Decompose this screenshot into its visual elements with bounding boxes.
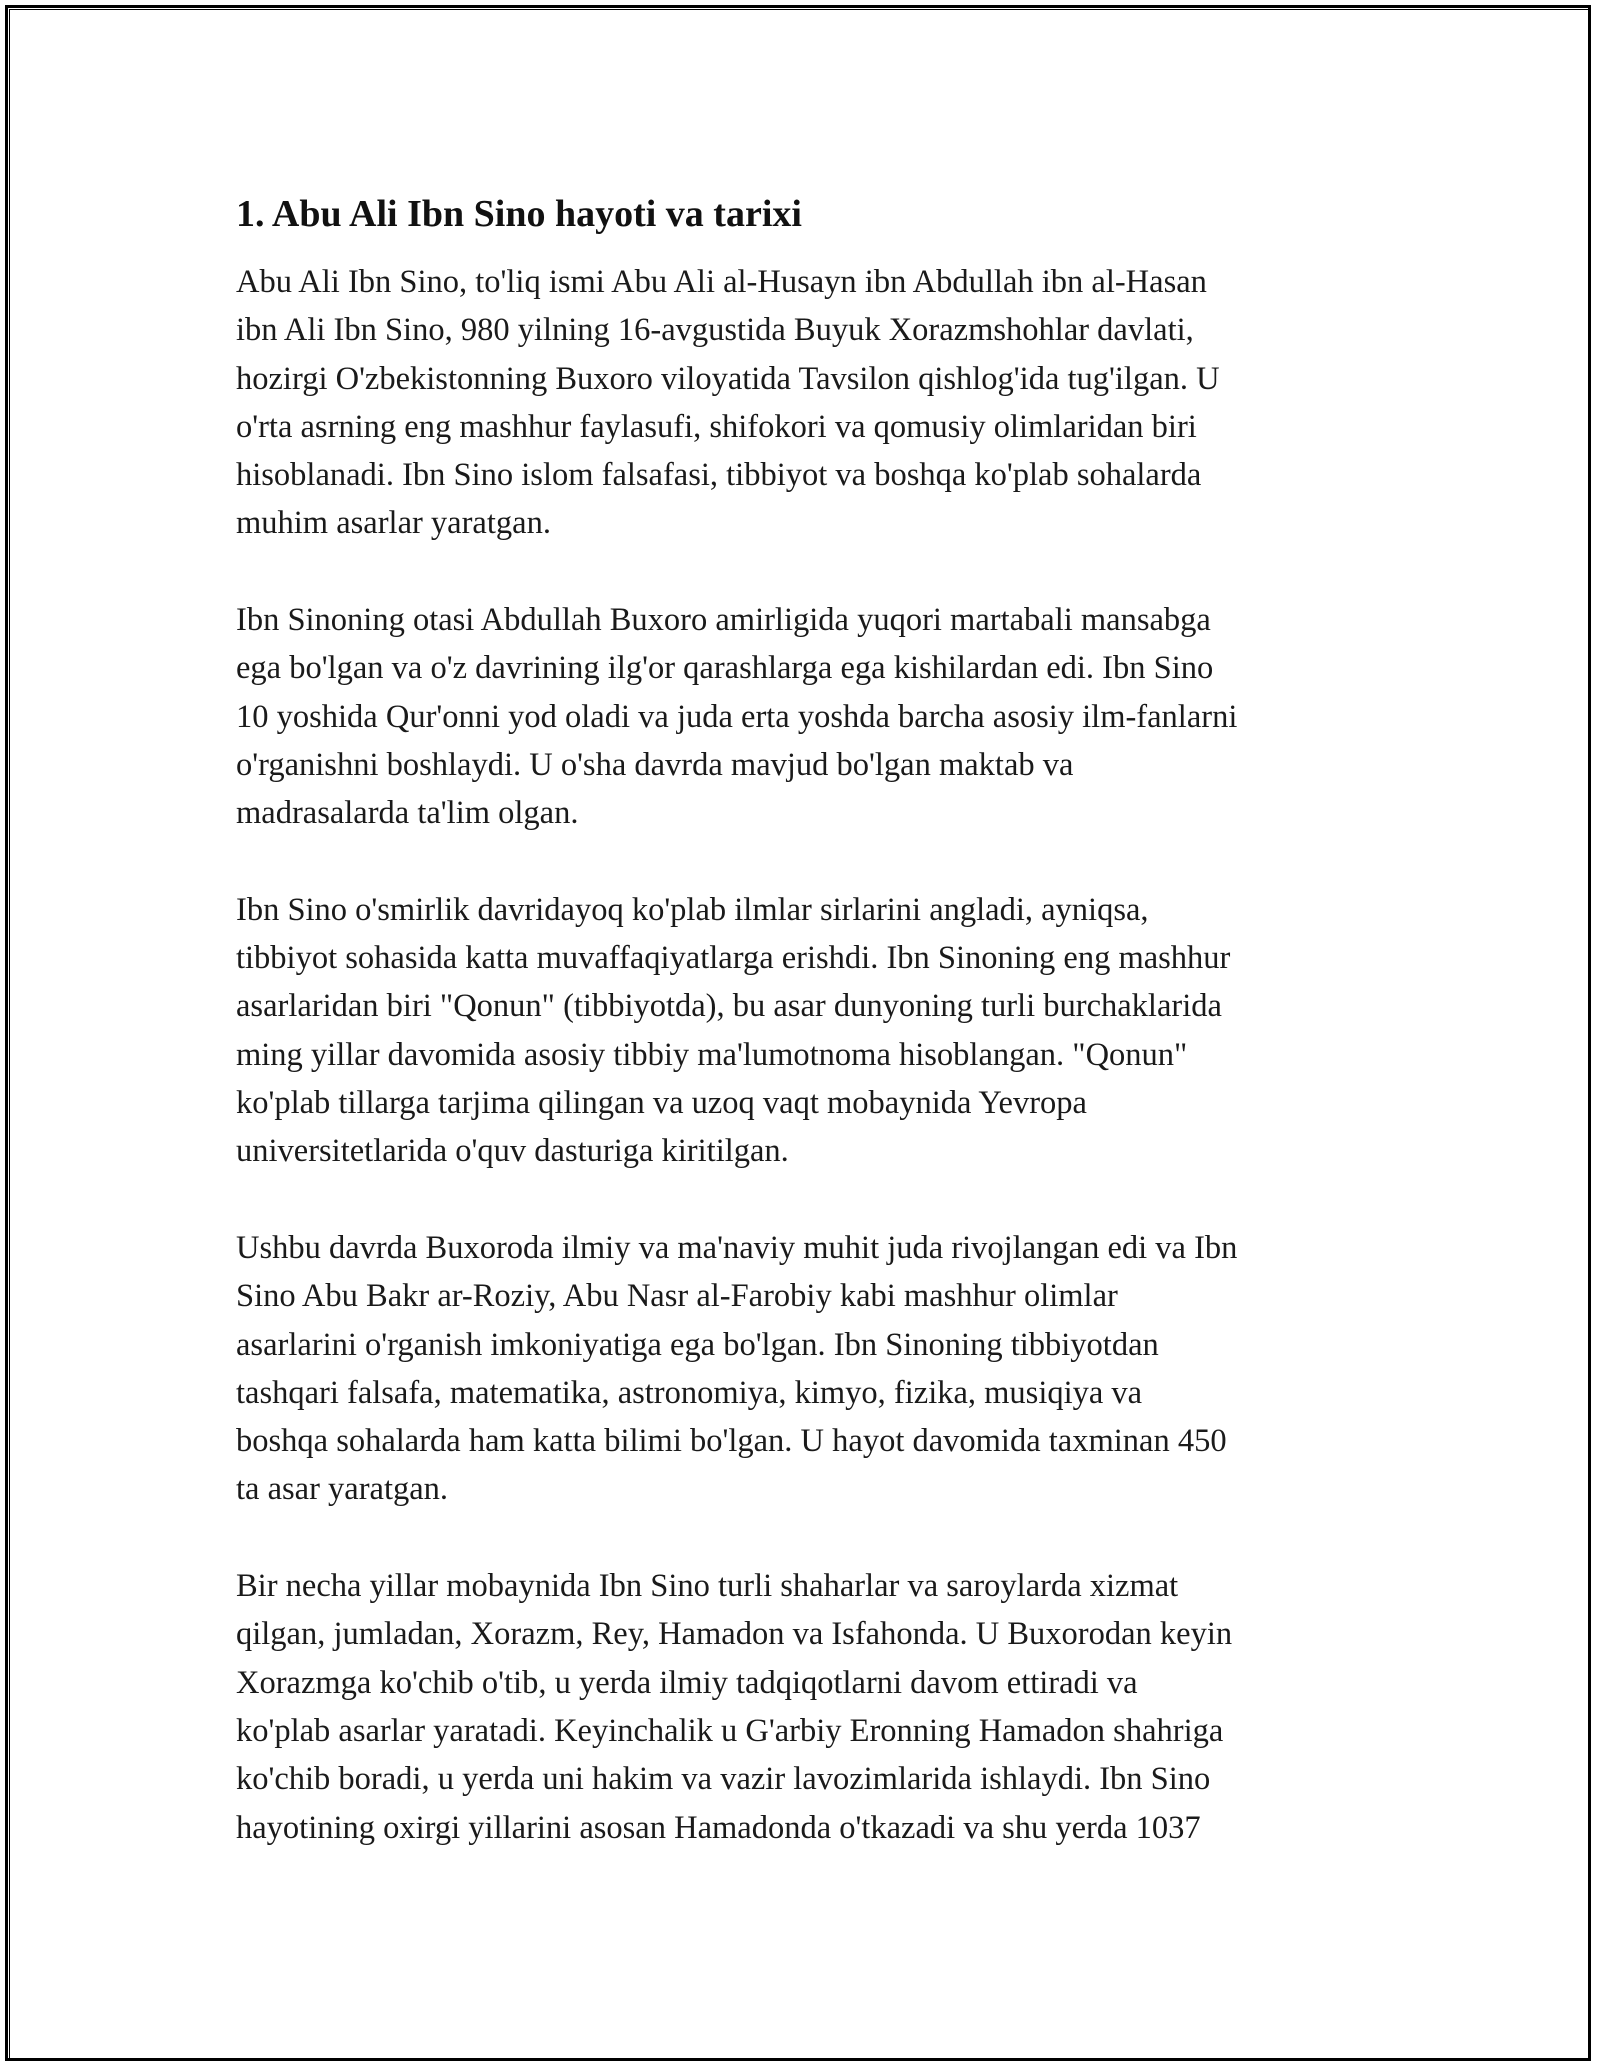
paragraph-line: asarlarini o'rganish imkoniyatiga ega bo'lgan. Ibn Sinoning tibbiyotdan [236,1326,1159,1363]
paragraph-line: ko'plab asarlar yaratadi. Keyinchalik u G'arbiy Eronning Hamadon shahriga [236,1712,1224,1749]
paragraph [236,1224,1376,1514]
paragraph-line: asarlaridan biri "Qonun" (tibbiyotda), bu asar dunyoning turli burchaklarida [236,988,1222,1025]
paragraph [236,258,1376,548]
paragraph-line: Bir necha yillar mobaynida Ibn Sino turli shaharlar va saroylarda xizmat [236,1568,1179,1605]
paragraph-line: hayotining oxirgi yillarini asosan Hamadonda o'tkazadi va shu yerda 1037 [236,1809,1201,1846]
paragraph-line: madrasalarda ta'lim olgan. [236,795,579,832]
document-body [236,190,1376,1900]
section-heading: 1. Abu Ali Ibn Sino hayoti va tarixi [236,193,802,235]
paragraph-line: Ushbu davrda Buxoroda ilmiy va ma'naviy muhit juda rivojlangan edi va Ibn [236,1229,1238,1266]
paragraph-line: ming yillar davomida asosiy tibbiy ma'lumotnoma hisoblangan. "Qonun" [236,1036,1188,1073]
paragraph-line: Xorazmga ko'chib o'tib, u yerda ilmiy tadqiqotlarni davom ettiradi va [236,1664,1138,1701]
paragraph-line: Ibn Sino o'smirlik davridayoq ko'plab ilmlar sirlarini angladi, ayniqsa, [236,891,1149,928]
paragraph-line: ko'chib boradi, u yerda uni hakim va vazir lavozimlarida ishlaydi. Ibn Sino [236,1761,1211,1798]
paragraph-line: muhim asarlar yaratgan. [236,505,551,542]
paragraph-line: ta asar yaratgan. [236,1471,449,1508]
paragraph-line: tashqari falsafa, matematika, astronomiya, kimyo, fizika, musiqiya va [236,1374,1143,1411]
paragraph-line: Abu Ali Ibn Sino, to'liq ismi Abu Ali al-Husayn ibn Abdullah ibn al-Hasan [236,264,1207,300]
paragraph-line: qilgan, jumladan, Xorazm, Rey, Hamadon va Isfahonda. U Buxorodan keyin [236,1616,1233,1653]
paragraph-line: tibbiyot sohasida katta muvaffaqiyatlarga erishdi. Ibn Sinoning eng mashhur [236,940,1231,977]
paragraph [236,886,1376,1176]
paragraph-line: ibn Ali Ibn Sino, 980 yilning 16-avgustida Buyuk Xorazmshohlar davlati, [236,312,1194,349]
paragraph-line: Sino Abu Bakr ar-Roziy, Abu Nasr al-Farobiy kabi mashhur olimlar [236,1278,1118,1315]
paragraph-line: ko'plab tillarga tarjima qilingan va uzoq vaqt mobaynida Yevropa [236,1085,1087,1122]
paragraph-line: boshqa sohalarda ham katta bilimi bo'lgan. U hayot davomida taxminan 450 [236,1423,1227,1460]
paragraph-line: hozirgi O'zbekistonning Buxoro viloyatida Tavsilon qishlog'ida tug'ilgan. U [236,360,1220,397]
paragraph-line: Ibn Sinoning otasi Abdullah Buxoro amirligida yuqori martabali mansabga [236,602,1211,639]
paragraph [236,596,1376,837]
paragraph-line: o'rta asrning eng mashhur faylasufi, shifokori va qomusiy olimlaridan biri [236,408,1197,445]
paragraph-line: o'rganishni boshlaydi. U o'sha davrda mavjud bo'lgan maktab va [236,746,1074,783]
paragraph [236,1562,1376,1852]
paragraph-line: ega bo'lgan va o'z davrining ilg'or qarashlarga ega kishilardan edi. Ibn Sino [236,650,1214,687]
paragraph-line: 10 yoshida Qur'onni yod oladi va juda erta yoshda barcha asosiy ilm-fanlarni [236,698,1238,735]
paragraph-line: universitetlarida o'quv dasturiga kiritilgan. [236,1133,789,1170]
paragraph-list [236,258,1376,1852]
paragraph-line: hisoblanadi. Ibn Sino islom falsafasi, tibbiyot va boshqa ko'plab sohalarda [236,457,1202,494]
